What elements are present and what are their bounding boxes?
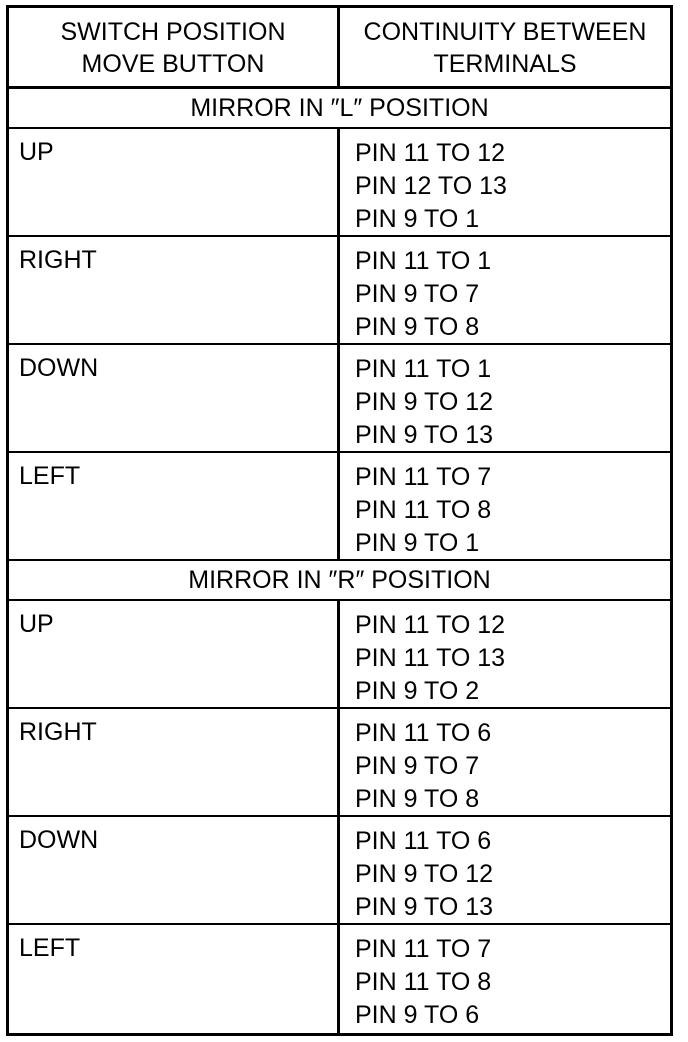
table-header-row bbox=[9, 8, 670, 89]
table-row bbox=[9, 237, 670, 345]
pin-continuity-text: PIN 9 TO 12 bbox=[355, 860, 494, 888]
pin-continuity-text: PIN 9 TO 13 bbox=[355, 893, 494, 921]
table-row bbox=[9, 129, 670, 237]
switch-position-cell: DOWN bbox=[9, 345, 340, 451]
pin-continuity-text: PIN 9 TO 8 bbox=[355, 785, 480, 813]
switch-position-cell: UP bbox=[9, 601, 340, 707]
pin-continuity-text: PIN 11 TO 7 bbox=[355, 463, 492, 491]
header-continuity: CONTINUITY BETWEEN TERMINALS bbox=[363, 18, 647, 78]
pin-continuity-text: PIN 9 TO 6 bbox=[355, 1001, 480, 1029]
continuity-cell bbox=[340, 601, 670, 707]
switch-position-cell: LEFT bbox=[9, 925, 340, 1033]
pin-continuity-text: PIN 9 TO 8 bbox=[355, 313, 480, 341]
pin-continuity-text: PIN 11 TO 6 bbox=[355, 719, 492, 747]
switch-position-cell: DOWN bbox=[9, 817, 340, 923]
pin-continuity-text: PIN 9 TO 2 bbox=[355, 677, 480, 705]
table-row bbox=[9, 601, 670, 709]
switch-position-cell: RIGHT bbox=[9, 237, 340, 343]
pin-continuity-text: PIN 11 TO 6 bbox=[355, 827, 492, 855]
pin-continuity-text: PIN 9 TO 7 bbox=[355, 752, 480, 780]
section-header: MIRROR IN ″R″ POSITION bbox=[9, 561, 670, 601]
pin-continuity-text: PIN 11 TO 12 bbox=[355, 611, 506, 639]
pin-continuity-text: PIN 11 TO 7 bbox=[355, 935, 492, 963]
continuity-cell bbox=[340, 817, 670, 923]
pin-continuity-text: PIN 9 TO 12 bbox=[355, 388, 494, 416]
continuity-cell bbox=[340, 345, 670, 451]
table-row bbox=[9, 817, 670, 925]
continuity-cell bbox=[340, 709, 670, 815]
header-switch-position: SWITCH POSITION MOVE BUTTON bbox=[9, 8, 340, 86]
pin-continuity-text: PIN 11 TO 13 bbox=[355, 644, 506, 672]
pin-continuity-text: PIN 9 TO 13 bbox=[355, 421, 494, 449]
continuity-cell bbox=[340, 129, 670, 235]
continuity-cell bbox=[340, 237, 670, 343]
table-row bbox=[9, 453, 670, 561]
continuity-cell bbox=[340, 925, 670, 1033]
pin-continuity-text: PIN 11 TO 1 bbox=[355, 355, 492, 383]
pin-continuity-text: PIN 9 TO 1 bbox=[355, 205, 480, 233]
pin-continuity-text: PIN 11 TO 8 bbox=[355, 496, 492, 524]
switch-continuity-table bbox=[6, 5, 673, 1036]
pin-continuity-text: PIN 11 TO 12 bbox=[355, 139, 506, 167]
pin-continuity-text: PIN 11 TO 1 bbox=[355, 247, 492, 275]
table-row bbox=[9, 345, 670, 453]
switch-position-cell: RIGHT bbox=[9, 709, 340, 815]
table-row bbox=[9, 709, 670, 817]
pin-continuity-text: PIN 9 TO 7 bbox=[355, 280, 480, 308]
pin-continuity-text: PIN 12 TO 13 bbox=[355, 172, 507, 200]
continuity-cell bbox=[340, 453, 670, 559]
switch-position-cell: UP bbox=[9, 129, 340, 235]
pin-continuity-text: PIN 11 TO 8 bbox=[355, 968, 492, 996]
table-body bbox=[9, 89, 670, 1033]
pin-continuity-text: PIN 9 TO 1 bbox=[355, 529, 480, 557]
section-header: MIRROR IN ″L″ POSITION bbox=[9, 89, 670, 129]
table-row bbox=[9, 925, 670, 1033]
switch-position-cell: LEFT bbox=[9, 453, 340, 559]
